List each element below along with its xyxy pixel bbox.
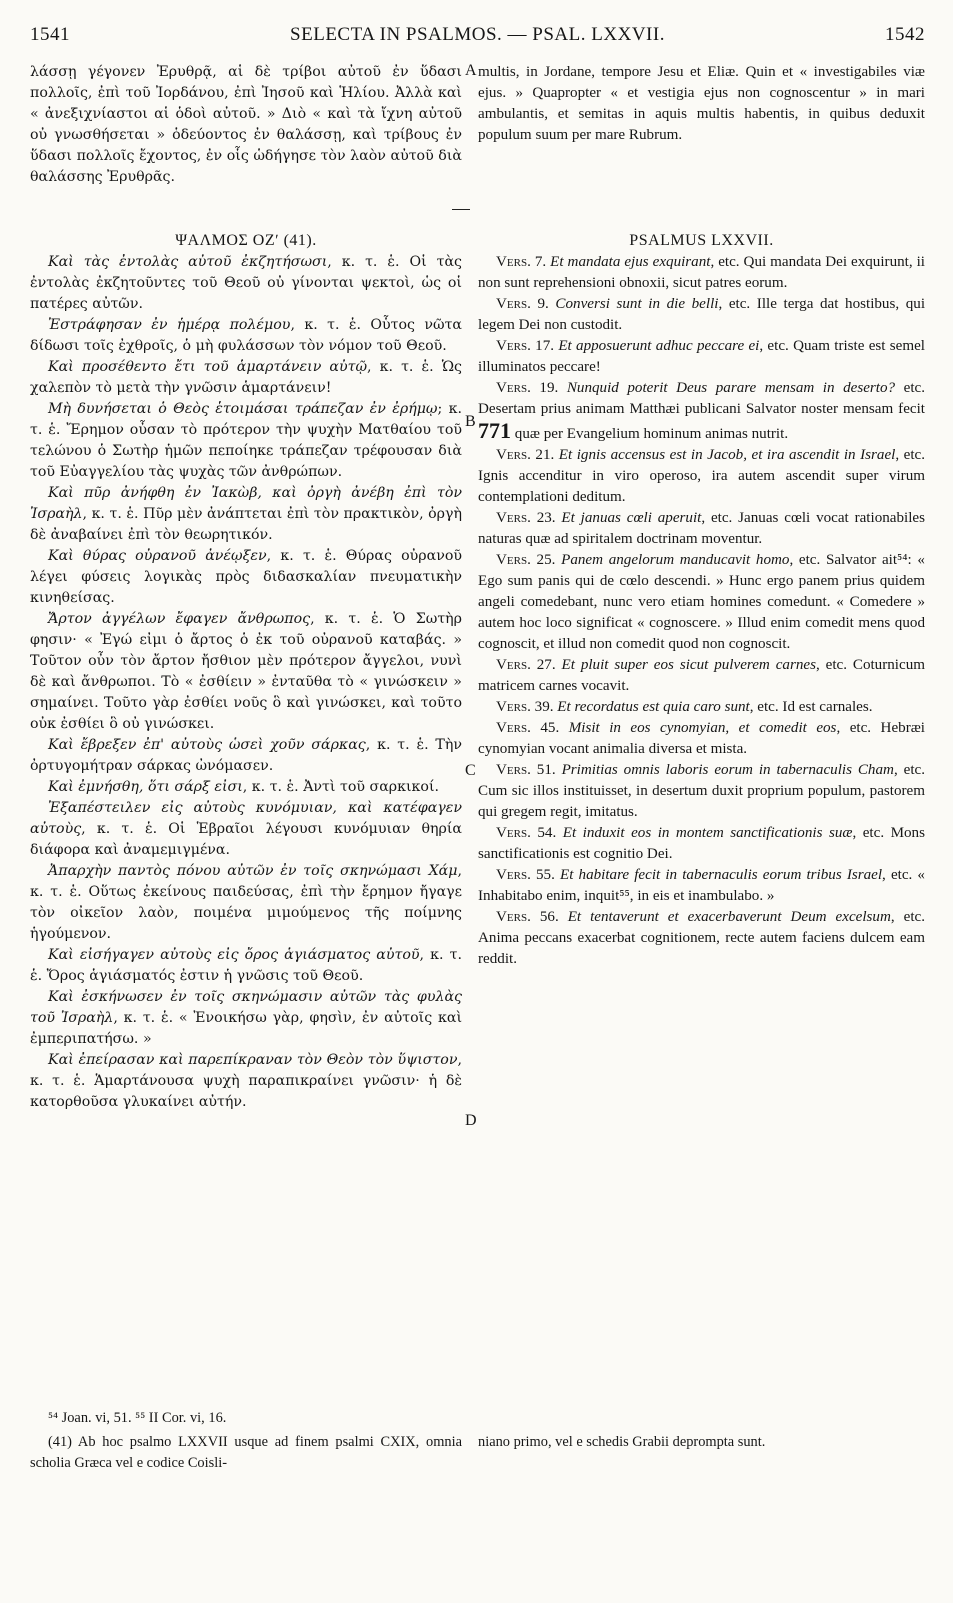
greek-intro: λάσσῃ γέγονεν Ἐρυθρᾷ, αἱ δὲ τρίβοι αὐτοῦ ἐν ὕδασι πολλοῖς, ἐπὶ τοῦ Ἰορδάνου, ἐπὶ Ἰησοῦ καὶ Ἡλίου. Ἀλλὰ καὶ « ἀνεξιχνίαστοι αἱ ὁδοὶ αὐτοῦ. » Διὸ « καὶ τὰ ἴχνη αὐτοῦ οὐ γνωσθήσεται » ὁδεύοντος ἐν θαλάσσῃ, καὶ τρίβους ἐν ὕδασι πολλοῖς ἔχοντος, ἐν οἷς ὡδήγησε τὸν λαὸν αὐτοῦ διὰ θαλάσσης Ἐρυθρᾶς. <box>30 64 462 185</box>
running-header <box>30 24 925 56</box>
page-number-right: 1542 <box>885 24 925 45</box>
greek-scholion-13: Καὶ ἐσκήνωσεν ἐν τοῖς σκηνώμασιν αὐτῶν τὰς φυλὰς τοῦ Ἰσραὴλ, κ. τ. ἑ. « Ἐνοικήσω γὰρ, φησὶν, ἐν αὐτοῖς καὶ ἐμπεριπατήσω. » <box>30 989 463 1047</box>
latin-intro: multis, in Jordane, tempore Jesu et Eliæ. Quin et « investigabiles viæ ejus. » Quapropter « et vestigia ejus non cognoscentur » in mari ambulantis, et semitas in aquis multis habentis, in quibus deduxit populum suum per mare Rubrum. <box>478 64 925 143</box>
margin-letter-c: C <box>465 762 476 779</box>
page-mark: 771 <box>478 418 511 443</box>
greek-scholion-5: Καὶ πῦρ ἀνήφθη ἐν Ἰακὼβ, καὶ ὀργὴ ἀνέβη ἐπὶ τὸν Ἰσραὴλ, κ. τ. ἑ. Πῦρ μὲν ἀνάπτεται ἐπὶ τὸν πρακτικὸν, ὀργὴ δὲ ἀναβαίνει ἐπὶ τὸν θεωρητικόν. <box>30 485 462 543</box>
margin-letter-b: B <box>465 413 476 430</box>
latin-verse-7: Vers. 7. Et mandata ejus exquirant, etc. Qui mandata Dei exquirunt, ii non sunt reprehensioni obnoxii, sicut patres eorum. <box>478 254 925 291</box>
margin-letter-d: D <box>465 1112 477 1129</box>
latin-verse-56: Vers. 56. Et tentaverunt et exacerbaverunt Deum excelsum, etc. Anima peccans exacerbat cognitionem, recte autem faciens dulcem eam reddit. <box>478 909 925 967</box>
greek-scholia <box>30 252 462 1113</box>
latin-verse-25: Vers. 25. Panem angelorum manducavit homo, etc. Salvator ait⁵⁴: « Ego sum panis qui de cœlo descendi. » Hunc ergo panem prius quidem angeli comedebant, nunc vero etiam homines comedunt. « Comedere » autem hoc loco significat « cognoscere. » Illud enim comedit mens quod cognoscit, et illud non comedit quod non cognoscit. <box>478 552 925 652</box>
latin-verse-9: Vers. 9. Conversi sunt in die belli, etc. Ille terga dat hostibus, qui legem Dei non custodit. <box>478 296 926 333</box>
latin-verse-23: Vers. 23. Et januas cœli aperuit, etc. Januas cœli vocat rationabiles naturas quæ ad spiritalem doctrinam moventur. <box>478 510 925 547</box>
latin-psalm-title: PSALMUS LXXVII. <box>629 232 774 249</box>
latin-verse-51: Vers. 51. Primitias omnis laboris eorum in tabernaculis Cham, etc. Cum sic illos instituisset, in desertum duxit proprium populum, pastorem qui gregem regit, imitatus. <box>478 762 925 820</box>
section-rule <box>452 209 470 210</box>
latin-verse-45: Vers. 45. Misit in eos cynomyian, et comedit eos, etc. Hebræi cynomyian vocant animalia diversa et mista. <box>478 720 925 757</box>
greek-scholion-2: Ἐστράφησαν ἐν ἡμέρᾳ πολέμου, κ. τ. ἑ. Οὗτος νῶτα δίδωσι τοῖς ἐχθροῖς, ὁ μὴ φυλάσσων τὸν νόμον τοῦ Θεοῦ. <box>30 317 463 354</box>
footnote-41: (41) Ab hoc psalmo LXXVII usque ad finem psalmi CXIX, omnia scholia Græca vel e codice Coisli- <box>30 1434 462 1471</box>
latin-verse-27: Vers. 27. Et pluit super eos sicut pulverem carnes, etc. Coturnicum matricem carnes vocavit. <box>478 657 925 694</box>
greek-scholion-4: Μὴ δυνήσεται ὁ Θεὸς ἑτοιμάσαι τράπεζαν ἐν ἐρήμῳ; κ. τ. ἑ. Ἔρημον οὖσαν τὸ πρότερον τὴν ψυχὴν Ματθαίου τοῦ τελώνου ὁ Σωτὴρ ἡμῶν πεποίηκε τράπεζαν τρέφουσαν διὰ τοῦ Εὐαγγελίου τὰς ψυχὰς τῶν ἀνθρώπων. <box>30 401 463 480</box>
footnote-references: ⁵⁴ Joan. vi, 51. ⁵⁵ II Cor. vi, 16. <box>48 1410 227 1426</box>
latin-verse-55: Vers. 55. Et habitare fecit in tabernaculis eorum tribus Israel, etc. « Inhabitabo enim, inquit⁵⁵, in eis et inambulabo. » <box>478 867 925 904</box>
footnote-41-continued: niano primo, vel e schedis Grabii deprompta sunt. <box>478 1434 766 1450</box>
greek-scholion-6: Καὶ θύρας οὐρανοῦ ἀνέῳξεν, κ. τ. ἑ. Θύρας οὐρανοῦ λέγει φύσεις λογικὰς πρὸς διδασκαλίαν πνευματικὴν κινηθείσας. <box>30 548 462 606</box>
latin-verse-19: Vers. 19. Nunquid poterit Deus parare mensam in deserto? etc. Desertam prius animam Matthæi publicani Salvator noster mensam fecit 771 quæ per Evangelium hominum animas nutrit. <box>478 380 925 443</box>
greek-psalm-title: ΨΑΛΜΟΣ ΟΖʹ (41). <box>175 232 317 249</box>
latin-verse-54: Vers. 54. Et induxit eos in montem sanctificationis suæ, etc. Mons sanctificationis est cognitio Dei. <box>478 825 925 862</box>
greek-scholion-1: Καὶ τὰς ἐντολὰς αὐτοῦ ἐκζητήσωσι, κ. τ. ἑ. Οἱ τὰς ἐντολὰς ἐκζητοῦντες τοῦ Θεοῦ οὐ γίνονται ψεκτοὶ, ὡς οἱ πατέρες αὐτῶν. <box>30 254 462 312</box>
greek-scholion-8: Καὶ ἔβρεξεν ἐπ' αὐτοὺς ὡσεὶ χοῦν σάρκας, κ. τ. ἑ. Τὴν ὀρτυγομήτραν σάρκας ὠνόμασεν. <box>30 737 462 774</box>
page-number-left: 1541 <box>30 24 70 45</box>
greek-scholion-7: Ἄρτον ἀγγέλων ἔφαγεν ἄνθρωπος, κ. τ. ἑ. Ὁ Σωτὴρ φησιν· « Ἐγώ εἰμι ὁ ἄρτος ὁ ἐκ τοῦ οὐρανοῦ καταβάς. » Τοῦτον οὖν τὸν ἄρτον ἤσθιον μὲν πρότερον ἄγγελοι, νυνὶ δὲ καὶ ἄνθρωποι. Τὸ « ἐσθίειν » ἐνταῦθα τὸ « γινώσκειν » σημαίνει. Τοῦτο γὰρ ἐσθίει νοῦς ὃ καὶ γινώσκει, καὶ τοῦτο οὐκ ἐσθίει ὃ οὐ γινώσκει. <box>30 611 463 732</box>
margin-letter-a: A <box>465 62 477 79</box>
running-title: SELECTA IN PSALMOS. — PSAL. LXXVII. <box>290 24 665 45</box>
latin-verse-21: Vers. 21. Et ignis accensus est in Jacob, et ira ascendit in Israel, etc. Ignis accenditur in viro operoso, ira autem ascendit super virum contemplationi deditum. <box>478 447 926 505</box>
greek-scholion-3: Καὶ προσέθεντο ἔτι τοῦ ἁμαρτάνειν αὐτῷ, κ. τ. ἑ. Ὡς χαλεπὸν τὸ μετὰ τὴν γνῶσιν ἁμαρτάνειν! <box>30 359 462 396</box>
greek-scholion-9: Καὶ ἐμνήσθη, ὅτι σάρξ εἰσι, κ. τ. ἑ. Ἀντὶ τοῦ σαρκικοί. <box>48 779 440 795</box>
greek-scholion-12: Καὶ εἰσήγαγεν αὐτοὺς εἰς ὄρος ἁγιάσματος αὐτοῦ, κ. τ. ἑ. Ὄρος ἁγιάσματός ἐστιν ἡ γνῶσις τοῦ Θεοῦ. <box>30 947 463 984</box>
latin-verse-39: Vers. 39. Et recordatus est quia caro sunt, etc. Id est carnales. <box>496 699 873 715</box>
greek-scholion-11: Ἀπαρχὴν παντὸς πόνου αὐτῶν ἐν τοῖς σκηνώμασι Χάμ, κ. τ. ἑ. Οὕτως ἐκείνους παιδεύσας, ἐπὶ τὴν ἔρημον ἤγαγε τὸν οἰκεῖον λαὸν, ποιμένα μιμούμενος τῆς ποίμνης ἡγούμενον. <box>30 863 462 942</box>
greek-scholion-10: Ἐξαπέστειλεν εἰς αὐτοὺς κυνόμυιαν, καὶ κατέφαγεν αὐτοὺς, κ. τ. ἑ. Οἱ Ἑβραῖοι λέγουσι κυνόμυιαν θηρία διάφορα καὶ ἀναμεμιγμένα. <box>30 800 462 858</box>
greek-scholion-14: Καὶ ἐπείρασαν καὶ παρεπίκραναν τὸν Θεὸν τὸν ὕψιστον, κ. τ. ἑ. Ἁμαρτάνουσα ψυχὴ παραπικραίνει γνῶσιν· ἡ δὲ κατορθοῦσα γλυκαίνει αὐτήν. <box>30 1052 462 1110</box>
latin-verse-17: Vers. 17. Et apposuerunt adhuc peccare ei, etc. Quam triste est semel illuminatos peccare! <box>478 338 925 375</box>
latin-verses <box>478 252 925 970</box>
